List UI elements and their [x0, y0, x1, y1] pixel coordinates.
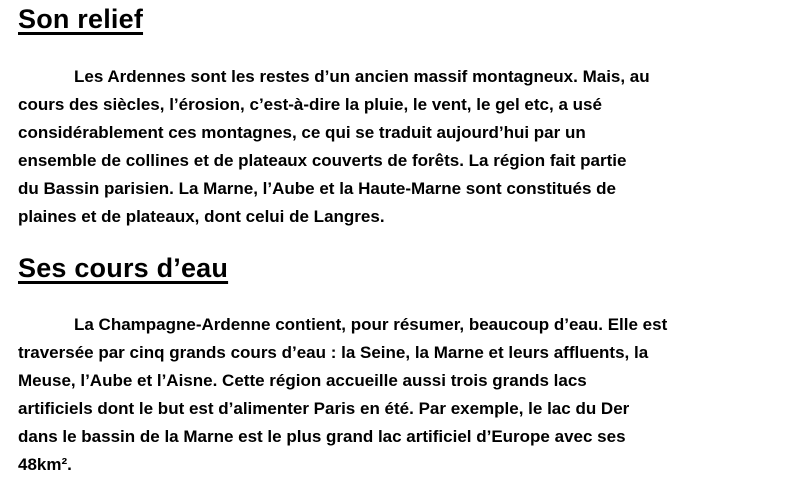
paragraph-line: plaines et de plateaux, dont celui de Langres.	[18, 207, 385, 226]
section-heading-relief: Son relief	[18, 4, 144, 34]
paragraph-line: considérablement ces montagnes, ce qui se traduit aujourd’hui par un	[18, 123, 586, 142]
paragraph-line: dans le bassin de la Marne est le plus grand lac artificiel d’Europe avec ses	[18, 427, 626, 446]
paragraph-line: cours des siècles, l’érosion, c’est-à-dire la pluie, le vent, le gel etc, a usé	[18, 95, 602, 114]
paragraph-line: du Bassin parisien. La Marne, l’Aube et la Haute-Marne sont constitués de	[18, 179, 616, 198]
paragraph-cours-d-eau	[18, 311, 798, 479]
section-heading-cours-d-eau: Ses cours d’eau	[18, 253, 229, 283]
paragraph-line: Meuse, l’Aube et l’Aisne. Cette région accueille aussi trois grands lacs	[18, 371, 587, 390]
paragraph-line: artificiels dont le but est d’alimenter Paris en été. Par exemple, le lac du Der	[18, 399, 630, 418]
paragraph-relief	[18, 63, 798, 231]
paragraph-line: Les Ardennes sont les restes d’un ancien massif montagneux. Mais, au	[74, 67, 650, 86]
paragraph-line: 48km².	[18, 455, 72, 474]
paragraph-line: La Champagne-Ardenne contient, pour résumer, beaucoup d’eau. Elle est	[74, 315, 668, 334]
paragraph-line: ensemble de collines et de plateaux couverts de forêts. La région fait partie	[18, 151, 627, 170]
paragraph-line: traversée par cinq grands cours d’eau : la Seine, la Marne et leurs affluents, la	[18, 343, 649, 362]
